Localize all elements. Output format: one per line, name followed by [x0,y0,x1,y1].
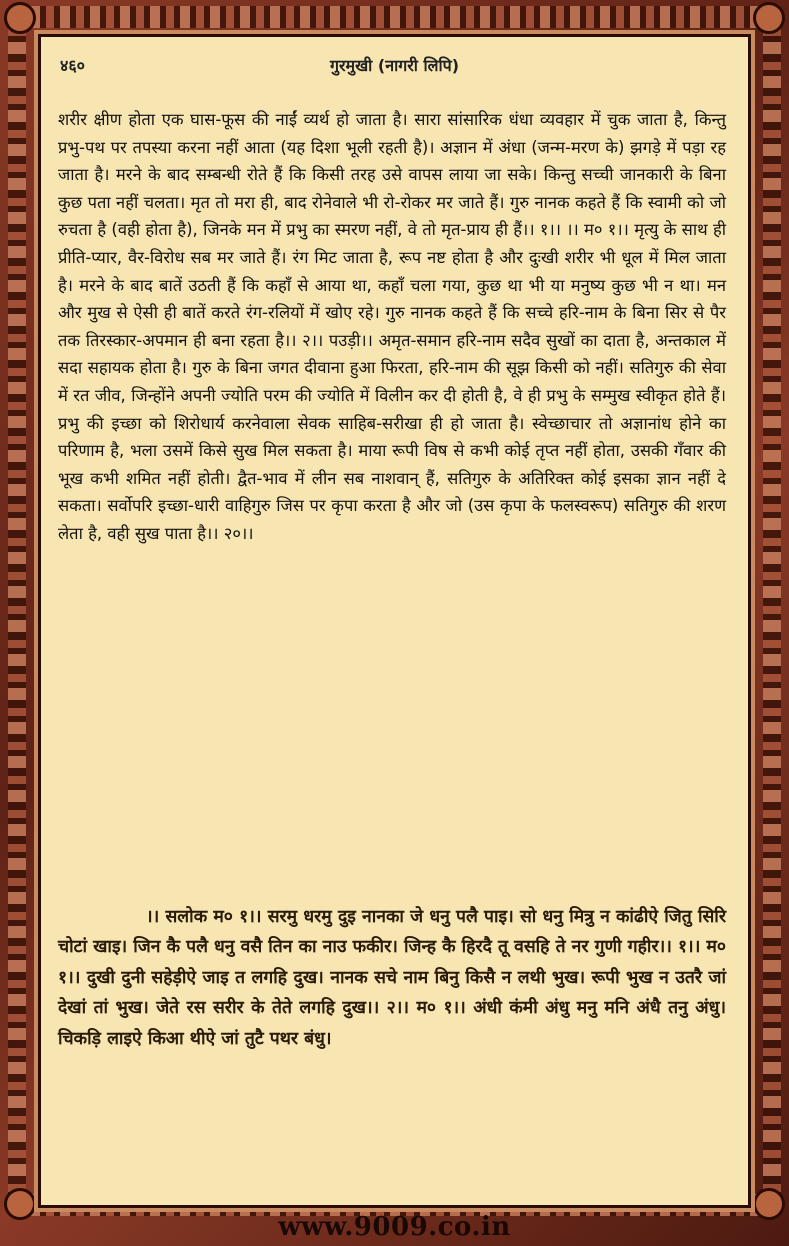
book-page [38,34,751,1208]
hindi-translation [58,106,726,548]
running-title: गुरमुखी (नागरी लिपि) [329,56,460,75]
page-header [60,54,729,80]
frame-border-left [8,20,26,1206]
website-watermark: www.9009.co.in [278,1212,511,1242]
page-number: ४६० [60,56,85,75]
frame-border-right [763,20,781,1206]
gurmukhi-verse [58,902,726,1054]
frame-corner-ornament [4,2,36,34]
frame-corner-ornament [753,2,785,34]
hindi-paragraph: शरीर क्षीण होता एक घास-फूस की नाईं व्यर्थ हो जाता है। सारा सांसारिक धंधा व्यवहार में चुक जाता है, किन्तु प्रभु-पथ पर तपस्या करना नहीं आता (यह दिशा भूली रहती है)। अज्ञान में अंधा (जन्म-मरण के) झगड़े में पड़ा रह जाता है। मरने के बाद सम्बन्धी रोते हैं कि किसी तरह उसे वापस लाया जा सके। किन्तु सच्ची जानकारी के बिना कुछ पता नहीं चलता। मृत तो मरा ही, बाद रोनेवाले भी रो-रोकर मर जाते हैं। गुरु नानक कहते हैं कि स्वामी को जो रुचता है (वही होता है), जिनके मन में प्रभु का स्मरण नहीं, वे तो मृत-प्राय ही हैं।। १।। ।। म० १।। मृत्यु के साथ ही प्रीति-प्यार, वैर-विरोध सब मर जाते हैं। रंग मिट जाता है, रूप नष्ट होता है और दुःखी शरीर भी धूल में मिल जाता है। मरने के बाद बातें उठती हैं कि कहाँ से आया था, कहाँ चला गया, कुछ था भी या मनुष्य कुछ भी न था। मन और मुख से ऐसी ही बातें करते रंग-रलियों में खोए रहे। गुरु नानक कहते हैं कि सच्चे हरि-नाम के बिना सिर से पैर तक तिरस्कार-अपमान ही बना रहता है।। २।। पउड़ी।। अमृत-समान हरि-नाम सदैव सुखों का दाता है, अन्तकाल में सदा सहायक होता है। गुरु के बिना जगत दीवाना हुआ फिरता, हरि-नाम की सूझ किसी को नहीं। सतिगुरु की सेवा में रत जीव, जिन्होंने अपनी ज्योति परम की ज्योति में विलीन कर दी होती है, वे ही प्रभु के सम्मुख स्वीकृत होते हैं। प्रभु की इच्छा को शिरोधार्य करनेवाला सेवक साहिब-सरीखा ही हो जाता है। स्वेच्छाचार तो अज्ञानांध होने का परिणाम है, भला उसमें किसे सुख मिल सकता है। माया रूपी विष से कभी कोई तृप्त नहीं होता, उसकी गँवार की भूख कभी शमित नहीं होती। द्वैत-भाव में लीन सब नाशवान् हैं, सतिगुरु के अतिरिक्त कोई इसका ज्ञान नहीं दे सकता। सर्वोपरि इच्छा-धारी वाहिगुरु जिस पर कृपा करता है और जो (उस कृपा के फलस्वरूप) सतिगुरु की शरण लेता है, वही सुख पाता है।। २०।। [58,110,726,543]
frame-border-top [10,6,779,28]
gurmukhi-paragraph: ।। सलोक म० १।। सरमु धरमु दुइ नानका जे धनु पलै पाइ। सो धनु मित्रु न कांढीऐ जितु सिरि चोटां खाइ। जिन कै पलै धनु वसै तिन का नाउ फकीर। जिन्ह कै हिरदै तू वसहि ते नर गुणी गहीर।। १।। म० १।। दुखी दुनी सहेड़ीऐ जाइ त लगहि दुख। नानक सचे नाम बिनु किसै न लथी भुख। रूपी भुख न उतरै जां देखां तां भुख। जेते रस सरीर के तेते लगहि दुख।। २।। म० १।। अंधी कंमी अंधु मनु मनि अंधै तनु अंधु। चिकड़ि लाइऐ किआ थीऐ जां तुटै पथर बंधु। [58,907,726,1049]
